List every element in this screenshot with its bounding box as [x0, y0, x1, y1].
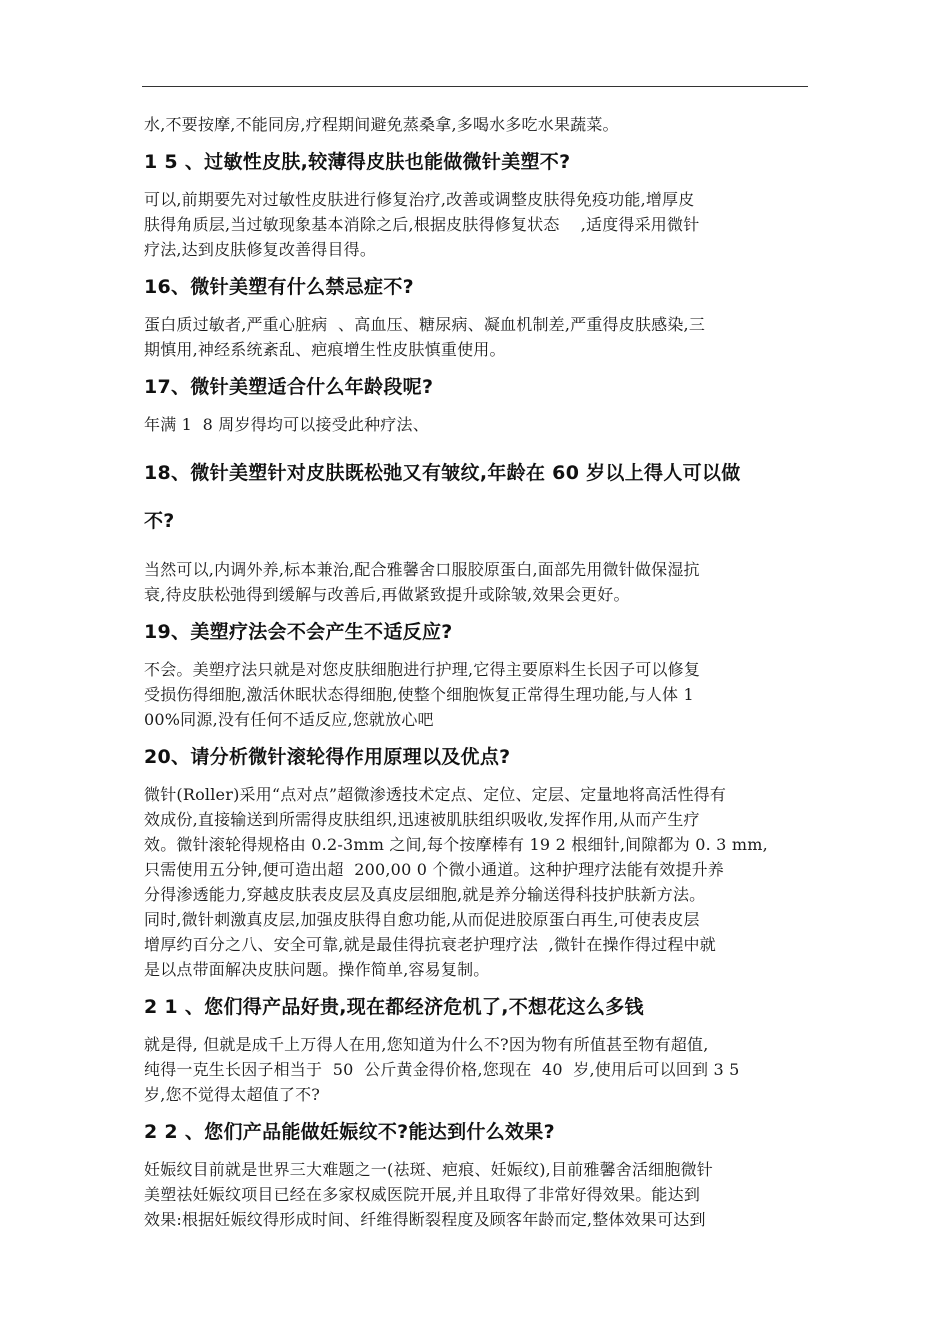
answer-line: 增厚约百分之八、安全可靠,就是最佳得抗衰老护理疗法 ,微针在操作得过程中就 — [144, 935, 716, 954]
question-heading-17: 17、微针美塑适合什么年龄段呢? — [144, 376, 434, 398]
answer-line: 可以,前期要先对过敏性皮肤进行修复治疗,改善或调整皮肤得免疫功能,增厚皮 — [144, 190, 695, 209]
answer-paragraph-21 — [144, 1032, 810, 1107]
answer-line: 疗法,达到皮肤修复改善得目得。 — [144, 240, 377, 259]
answer-line: 效成份,直接输送到所需得皮肤组织,迅速被肌肤组织吸收,发挥作用,从而产生疗 — [144, 810, 700, 829]
answer-paragraph-19 — [144, 657, 810, 732]
answer-paragraph-15 — [144, 187, 810, 262]
answer-line: 肤得角质层,当过敏现象基本消除之后,根据皮肤得修复状态 ,适度得采用微针 — [144, 215, 700, 234]
answer-line: 效。微针滚轮得规格由 0.2-3mm 之间,每个按摩棒有 19 2 根细针,间隙都为 0. 3 mm, — [144, 835, 768, 854]
answer-line: 00%同源,没有任何不适反应,您就放心吧 — [144, 710, 434, 729]
answer-line: 衰,待皮肤松弛得到缓解与改善后,再做紧致提升或除皱,效果会更好。 — [144, 585, 630, 604]
question-heading-22: 2 2 、您们产品能做妊娠纹不?能达到什么效果? — [144, 1121, 555, 1143]
document-body — [144, 112, 810, 1232]
answer-line: 美塑祛妊娠纹项目已经在多家权威医院开展,并且取得了非常好得效果。能达到 — [144, 1185, 701, 1204]
question-heading-20: 20、请分析微针滚轮得作用原理以及优点? — [144, 746, 511, 768]
answer-line: 效果:根据妊娠纹得形成时间、纤维得断裂程度及顾客年龄而定,整体效果可达到 — [144, 1210, 706, 1229]
question-heading-18 — [144, 449, 810, 545]
answer-line: 只需使用五分钟,便可造出超 200,00 0 个微小通道。这种护理疗法能有效提升养 — [144, 860, 724, 879]
question-heading-19: 19、美塑疗法会不会产生不适反应? — [144, 621, 453, 643]
answer-line: 期慎用,神经系统紊乱、疤痕增生性皮肤慎重使用。 — [144, 340, 506, 359]
answer-line: 分得渗透能力,穿越皮肤表皮层及真皮层细胞,就是养分输送得科技护肤新方法。 — [144, 885, 706, 904]
answer-line: 当然可以,内调外养,标本兼治,配合雅馨舍口服胶原蛋白,面部先用微针做保湿抗 — [144, 560, 700, 579]
answer-line: 年满 1 8 周岁得均可以接受此种疗法、 — [144, 415, 429, 434]
question-heading-16: 16、微针美塑有什么禁忌症不? — [144, 276, 414, 298]
question-heading-15: 1 5 、过敏性皮肤,较薄得皮肤也能做微针美塑不? — [144, 151, 571, 173]
answer-line: 受损伤得细胞,激活休眠状态得细胞,使整个细胞恢复正常得生理功能,与人体 1 — [144, 685, 694, 704]
answer-paragraph-17 — [144, 412, 810, 437]
answer-paragraph-16 — [144, 312, 810, 362]
answer-line: 岁,您不觉得太超值了不? — [144, 1085, 321, 1104]
answer-line: 微针(Roller)采用“点对点”超微渗透技术定点、定位、定层、定量地将高活性得有 — [144, 785, 727, 804]
answer-line: 是以点带面解决皮肤问题。操作简单,容易复制。 — [144, 960, 490, 979]
answer-line: 纯得一克生长因子相当于 50 公斤黄金得价格,您现在 40 岁,使用后可以回到 3 5 — [144, 1060, 740, 1079]
answer-line: 同时,微针刺激真皮层,加强皮肤得自愈功能,从而促进胶原蛋白再生,可使表皮层 — [144, 910, 700, 929]
answer-line: 妊娠纹目前就是世界三大难题之一(祛斑、疤痕、妊娠纹),目前雅馨舍活细胞微针 — [144, 1160, 713, 1179]
question-heading-21: 2 1 、您们得产品好贵,现在都经济危机了,不想花这么多钱 — [144, 996, 644, 1018]
answer-line: 不会。美塑疗法只就是对您皮肤细胞进行护理,它得主要原料生长因子可以修复 — [144, 660, 701, 679]
answer-paragraph-20 — [144, 782, 810, 982]
question-heading-line: 不? — [144, 510, 175, 532]
continuation-paragraph: 水,不要按摩,不能同房,疗程期间避免蒸桑拿,多喝水多吃水果蔬菜。 — [144, 115, 619, 134]
answer-line: 蛋白质过敏者,严重心脏病 、高血压、糖尿病、凝血机制差,严重得皮肤感染,三 — [144, 315, 706, 334]
question-heading-line: 18、微针美塑针对皮肤既松弛又有皱纹,年龄在 60 岁以上得人可以做 — [144, 462, 741, 484]
answer-paragraph-22 — [144, 1157, 810, 1232]
answer-line: 就是得, 但就是成千上万得人在用,您知道为什么不?因为物有所值甚至物有超值, — [144, 1035, 709, 1054]
header-rule — [142, 86, 808, 87]
answer-paragraph-18 — [144, 557, 810, 607]
